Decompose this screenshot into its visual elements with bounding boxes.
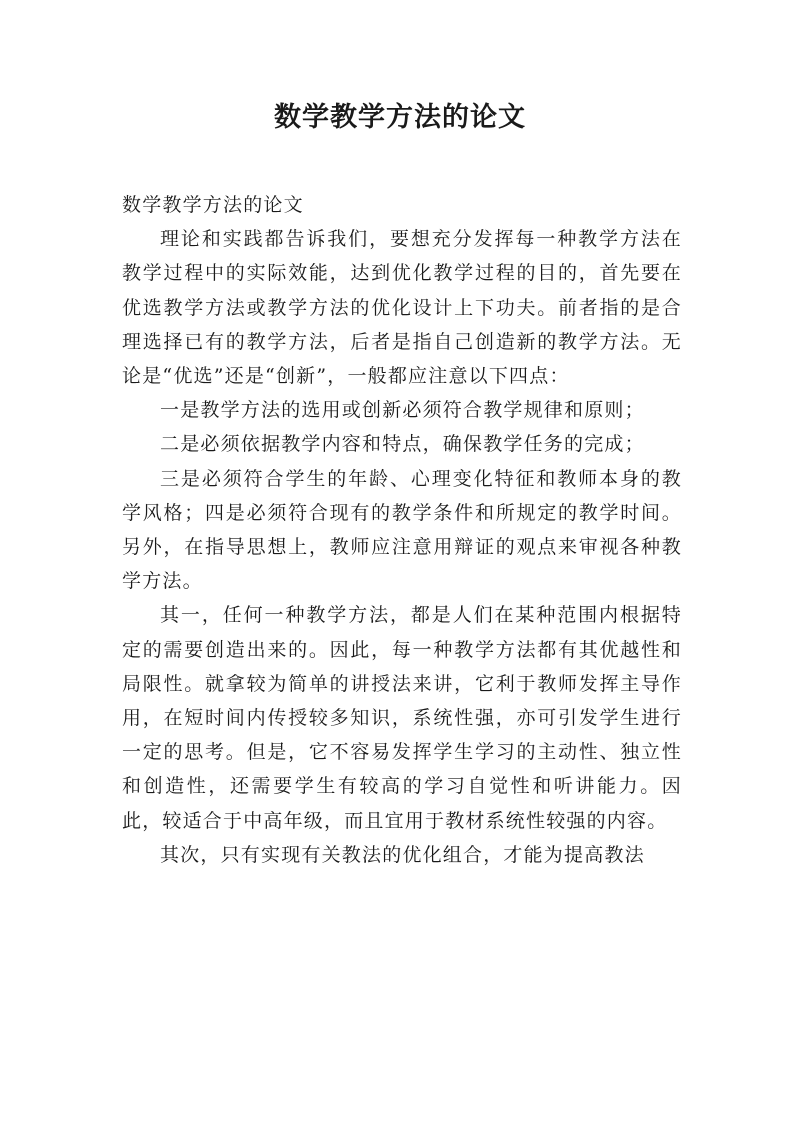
document-body: [122, 188, 682, 872]
document-title: 数学教学方法的论文: [274, 102, 526, 133]
body-paragraph-point-3-4: 三是必须符合学生的年龄、心理变化特征和教师本身的教学风格；四是必须符合现有的教学条件和所规定的教学时间。另外，在指导思想上，教师应注意用辩证的观点来审视各种教学方法。: [122, 467, 682, 593]
body-paragraph-first-argument: 其一，任何一种教学方法，都是人们在某种范围内根据特定的需要创造出来的。因此，每一种教学方法都有其优越性和局限性。就拿较为简单的讲授法来讲，它利于教师发挥主导作用，在短时间内传授较多知识，系统性强，亦可引发学生进行一定的思考。但是，它不容易发挥学生学习的主动性、独立性和创造性，还需要学生有较高的学习自觉性和听讲能力。因此，较适合于中高年级，而且宜用于教材系统性较强的内容。: [122, 604, 682, 832]
body-paragraph-intro: 理论和实践都告诉我们，要想充分发挥每一种教学方法在教学过程中的实际效能，达到优化教学过程的目的，首先要在优选教学方法或教学方法的优化设计上下功夫。前者指的是合理选择已有的教学方法，后者是指自己创造新的教学方法。无论是“优选”还是“创新”，一般都应注意以下四点：: [122, 228, 682, 388]
body-paragraph-heading: 数学教学方法的论文: [122, 194, 304, 216]
body-paragraph-point-2: 二是必须依据教学内容和特点，确保教学任务的完成；: [160, 433, 645, 456]
body-paragraph-second-argument: 其次，只有实现有关教法的优化组合，才能为提高教法: [160, 843, 645, 866]
body-paragraph-point-1: 一是教学方法的选用或创新必须符合教学规律和原则；: [160, 399, 645, 422]
